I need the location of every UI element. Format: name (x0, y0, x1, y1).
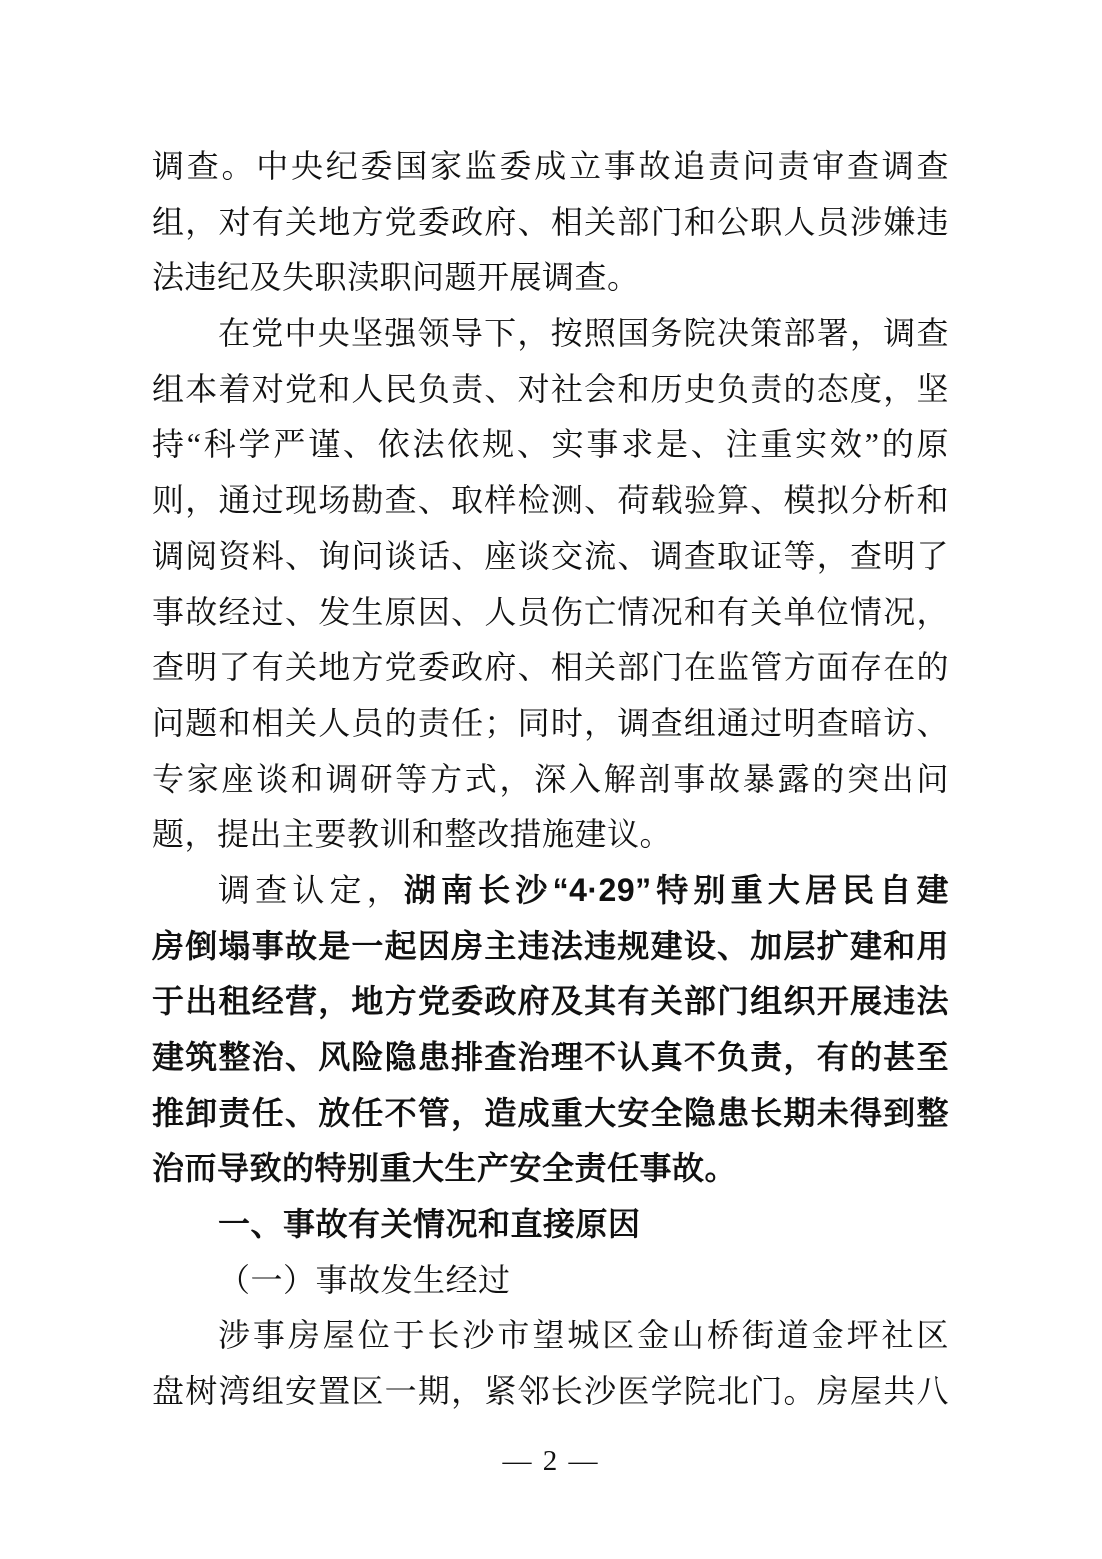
text-segment-body: 事故经过、发生原因、人员伤亡情况和有关单位情况， (152, 593, 949, 630)
text-segment-bold: 治而导致的特别重大生产安全责任事故。 (152, 1150, 738, 1187)
text-line (152, 1253, 949, 1309)
text-line (152, 1308, 949, 1364)
text-segment-body: 法违纪及失职渎职问题开展调查。 (152, 259, 640, 296)
text-line (152, 807, 949, 863)
text-segment-body: 盘树湾组安置区一期，紧邻长沙医学院北门。房屋共八 (152, 1373, 949, 1410)
text-line (152, 919, 949, 975)
text-line (152, 752, 949, 808)
text-line (152, 1030, 949, 1086)
text-segment-bold: 湖南长沙“4·29”特别重大居民自建 (403, 871, 949, 908)
text-line (152, 1141, 949, 1197)
text-line (152, 362, 949, 418)
text-line (152, 1086, 949, 1142)
text-segment-heading: 一、事故有关情况和直接原因 (218, 1206, 641, 1243)
text-segment-body: 则，通过现场勘查、取样检测、荷载验算、模拟分析和 (152, 482, 949, 519)
text-segment-body: 在党中央坚强领导下，按照国务院决策部署，调查 (218, 315, 949, 352)
text-segment-body: 问题和相关人员的责任；同时，调查组通过明查暗访、 (152, 704, 949, 741)
text-segment-body: 查明了有关地方党委政府、相关部门在监管方面存在的 (152, 649, 949, 686)
text-line (152, 250, 949, 306)
text-line (152, 195, 949, 251)
text-segment-body: 题，提出主要教训和整改措施建议。 (152, 816, 673, 853)
text-segment-body: 组，对有关地方党委政府、相关部门和公职人员涉嫌违 (152, 203, 949, 240)
text-segment-bold: 于出租经营，地方党委政府及其有关部门组织开展违法 (152, 983, 949, 1020)
text-segment-body: 调查认定， (218, 871, 404, 908)
text-segment-bold: 建筑整治、风险隐患排查治理不认真不负责，有的甚至 (152, 1039, 949, 1075)
text-line (152, 473, 949, 529)
text-line (152, 1197, 949, 1253)
text-segment-kai: （一）事故发生经过 (218, 1261, 511, 1298)
text-line (152, 306, 949, 362)
text-line (152, 529, 949, 585)
text-line (152, 640, 949, 696)
text-line (152, 974, 949, 1030)
text-segment-body: 组本着对党和人民负责、对社会和历史负责的态度，坚 (152, 370, 949, 407)
page-footer (0, 1441, 1102, 1481)
text-line (152, 417, 949, 473)
text-line (152, 863, 949, 919)
document-body (152, 139, 949, 1420)
page-number: — 2 — (502, 1445, 600, 1477)
text-line (152, 139, 949, 195)
text-segment-body: 涉事房屋位于长沙市望城区金山桥街道金坪社区 (218, 1317, 949, 1354)
text-segment-bold: 推卸责任、放任不管，造成重大安全隐患长期未得到整 (152, 1094, 949, 1131)
text-segment-bold: 房倒塌事故是一起因房主违法违规建设、加层扩建和用 (152, 927, 949, 964)
text-segment-body: 专家座谈和调研等方式，深入解剖事故暴露的突出问 (152, 760, 949, 797)
text-line (152, 585, 949, 641)
text-segment-body: 调阅资料、询问谈话、座谈交流、调查取证等，查明了 (152, 537, 949, 574)
text-line (152, 696, 949, 752)
text-segment-body: 持“科学严谨、依法依规、实事求是、注重实效”的原 (152, 426, 949, 463)
text-line (152, 1364, 949, 1420)
text-segment-body: 调查。中央纪委国家监委成立事故追责问责审查调查 (152, 148, 949, 184)
